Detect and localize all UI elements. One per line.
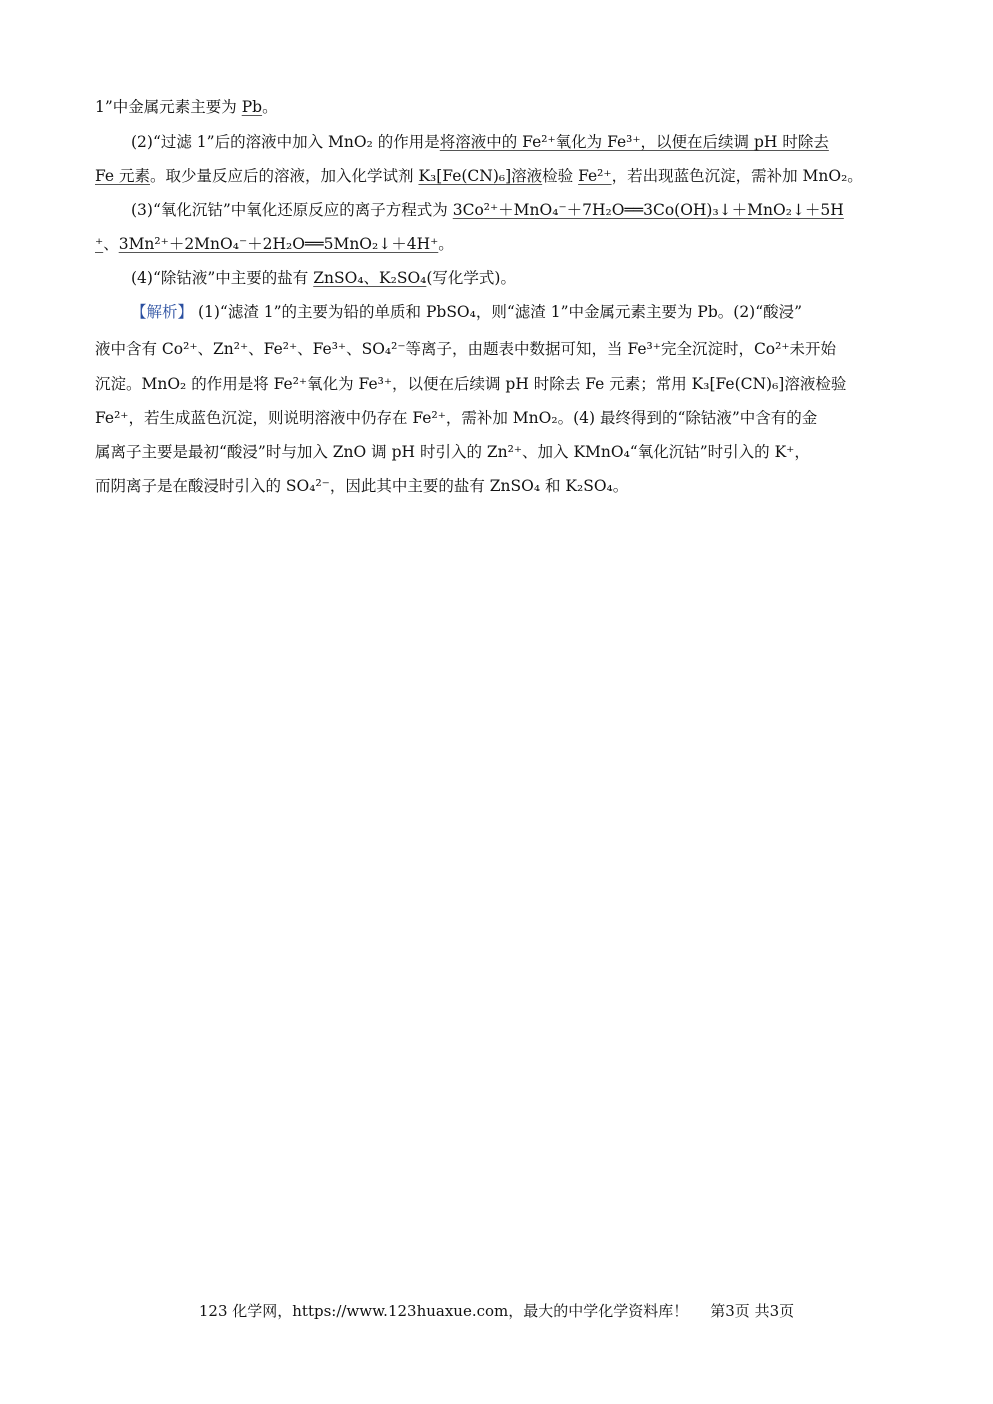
answer-blank: ⁺ xyxy=(95,235,104,253)
analysis-text: 液中含有 Co²⁺、Zn²⁺、Fe²⁺、Fe³⁺、SO₄²⁻等离子，由题表中数据可知，当 Fe³⁺完全沉淀时，Co²⁺未开始 xyxy=(95,340,837,358)
answer-line-5 xyxy=(95,234,454,254)
analysis-text: Fe²⁺，若生成蓝色沉淀，则说明溶液中仍存在 Fe²⁺，需补加 MnO₂。(4) 最终得到的“除钴液”中含有的金 xyxy=(95,409,818,427)
page-footer xyxy=(0,1300,993,1321)
text-segment: 。 xyxy=(438,235,454,253)
answer-blank: 3Co²⁺＋MnO₄⁻＋7H₂O══3Co(OH)₃↓＋MnO₂↓＋5H xyxy=(452,201,844,219)
analysis-text: 而阴离子是在酸浸时引入的 SO₄²⁻，因此其中主要的盐有 ZnSO₄ 和 K₂SO₄。 xyxy=(95,477,629,495)
analysis-label: 【解析】 xyxy=(131,303,194,321)
answer-blank: ZnSO₄、K₂SO₄ xyxy=(313,269,427,287)
text-segment: 。 xyxy=(262,98,278,116)
analysis-line-3 xyxy=(95,374,846,394)
analysis-text: 属离子主要是最初“酸浸”时与加入 ZnO 调 pH 时引入的 Zn²⁺、加入 KMnO₄“氧化沉钴”时引入的 K⁺， xyxy=(95,443,810,461)
page-number: 第3页 共3页 xyxy=(710,1302,795,1320)
answer-blank: Fe 元素 xyxy=(95,167,151,185)
analysis-line-4 xyxy=(95,408,817,428)
analysis-line-6 xyxy=(95,476,628,496)
answer-blank: 将溶液中的 Fe²⁺氧化为 Fe³⁺，以便在后续调 pH 时除去 xyxy=(439,133,829,151)
text-segment: (4)“除钴液”中主要的盐有 xyxy=(131,269,314,287)
text-segment: (2)“过滤 1”后的溶液中加入 MnO₂ 的作用是 xyxy=(131,133,440,151)
answer-line-4 xyxy=(131,200,844,220)
text-segment: 、 xyxy=(103,235,119,253)
analysis-line-2 xyxy=(95,339,836,359)
answer-line-3 xyxy=(95,166,863,186)
answer-line-6 xyxy=(131,268,516,288)
answer-blank: K₃[Fe(CN)₆]溶液 xyxy=(418,167,543,185)
analysis-text: 沉淀。MnO₂ 的作用是将 Fe²⁺氧化为 Fe³⁺，以便在后续调 pH 时除去 Fe 元素；常用 K₃[Fe(CN)₆]溶液检验 xyxy=(95,375,847,393)
text-segment: 检验 xyxy=(542,167,579,185)
answer-blank: Fe²⁺ xyxy=(578,167,612,185)
text-segment: (写化学式)。 xyxy=(426,269,516,287)
analysis-text: (1)“滤渣 1”的主要为铅的单质和 PbSO₄，则“滤渣 1”中金属元素主要为 Pb。(2)“酸浸” xyxy=(193,303,803,321)
answer-blank: Pb xyxy=(241,98,263,116)
text-segment: 1”中金属元素主要为 xyxy=(95,98,242,116)
footer-site-text: 123 化学网，https://www.123huaxue.com，最大的中学化学资料库！ xyxy=(198,1302,689,1320)
answer-line-2 xyxy=(131,132,829,152)
analysis-line-5 xyxy=(95,442,810,462)
analysis-line-1 xyxy=(131,302,802,322)
text-segment: ，若出现蓝色沉淀，需补加 MnO₂。 xyxy=(611,167,863,185)
answer-blank: 3Mn²⁺＋2MnO₄⁻＋2H₂O══5MnO₂↓＋4H⁺ xyxy=(118,235,439,253)
text-segment: (3)“氧化沉钴”中氧化还原反应的离子方程式为 xyxy=(131,201,453,219)
answer-line-1 xyxy=(95,97,278,117)
text-segment: 。取少量反应后的溶液，加入化学试剂 xyxy=(150,167,419,185)
